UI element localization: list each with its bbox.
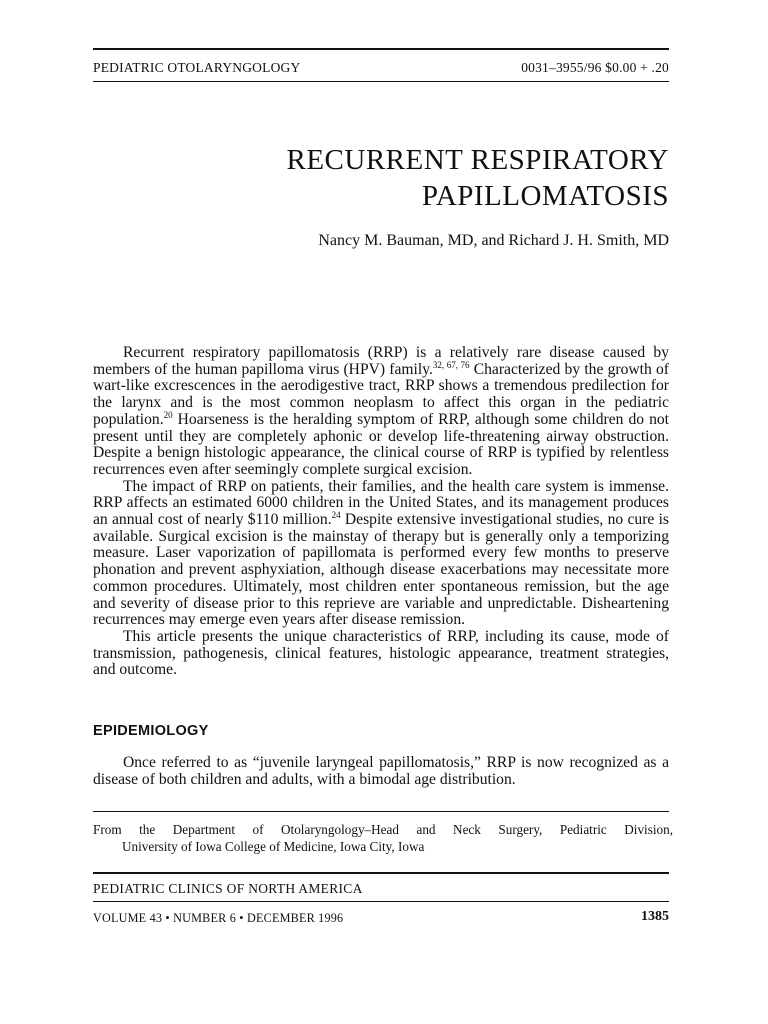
footnote-line-1: From the Department of Otolaryngology–Head and Neck Surgery, Pediatric Division, <box>93 822 673 837</box>
citation-ref: 24 <box>331 509 341 520</box>
paragraph-2: The impact of RRP on patients, their families, and the health care system is immense. RRP affects an estimated 6000 children in the United States, and its management produces an annual cost of nearly $110 million.$^{24}$ Despite extensive investigational studies, no cure is available. Surgical excision is the mainstay of therapy but is generally only a temporizing measure. Laser vaporization of papillomata is performed every few months to preserve phonation and prevent asphyxiation, although disease exacerbations may necessitate more common procedures. Ultimately, most children enter spontaneous remission, but the age and severity of disease prior to this reprieve are variable and unpredictable. Disheartening recurrences may emerge even years after disease remission. <box>93 477 669 629</box>
title-line-2: PAPILLOMATOSIS <box>421 180 669 212</box>
footer-journal: PEDIATRIC CLINICS OF NORTH AMERICA <box>93 881 363 896</box>
header-rule <box>93 81 669 82</box>
title-line-1: RECURRENT RESPIRATORY <box>286 144 669 176</box>
article-title <box>287 142 670 214</box>
section-heading-epidemiology: EPIDEMIOLOGY <box>93 723 209 739</box>
footnote-rule <box>93 811 669 812</box>
top-rule <box>93 48 669 50</box>
epidemiology-body <box>93 754 669 788</box>
footnote-line-2: University of Iowa College of Medicine, Iowa City, Iowa <box>122 838 425 854</box>
paragraph-1: Recurrent respiratory papillomatosis (RRP) is a relatively rare disease caused by members of the human papilloma virus (HPV) family.$^{32, 67, 76}$ Characterized by the growth of wart-like excrescences in the aerodigestive tract, RRP shows a tremendous predilection for the larynx and is the most common neoplasm to affect this organ in the pediatric population.$^{20}$ Hoarseness is the heralding symptom of RRP, although some children do not present until they are completely aphonic or develop life-threatening airway obstruction. Despite a benign histologic appearance, the clinical course of RRP is typified by relentless recurrences even after seemingly complete surgical excision. <box>93 344 669 478</box>
page-number: 1385 <box>641 909 669 924</box>
citation-ref: 20 <box>163 409 173 420</box>
article-authors: Nancy M. Bauman, MD, and Richard J. H. Smith, MD <box>318 232 669 249</box>
running-header-code: 0031–3955/96 $0.00 + .20 <box>521 60 669 75</box>
paragraph-3: This article presents the unique characteristics of RRP, including its cause, mode of transmission, pathogenesis, clinical features, histologic appearance, treatment strategies, and outcome. <box>93 627 669 679</box>
epidemiology-paragraph: Once referred to as “juvenile laryngeal papillomatosis,” RRP is now recognized as a disease of both children and adults, with a bimodal age distribution. <box>93 754 669 788</box>
article-body <box>93 345 669 679</box>
running-header-journal: PEDIATRIC OTOLARYNGOLOGY <box>93 60 301 75</box>
footer-rule-bottom <box>93 901 669 902</box>
footer-volume: VOLUME 43 • NUMBER 6 • DECEMBER 1996 <box>93 911 344 925</box>
citation-ref: 32, 67, 76 <box>432 359 470 370</box>
affiliation-footnote <box>93 822 673 855</box>
footer-rule-top <box>93 872 669 874</box>
